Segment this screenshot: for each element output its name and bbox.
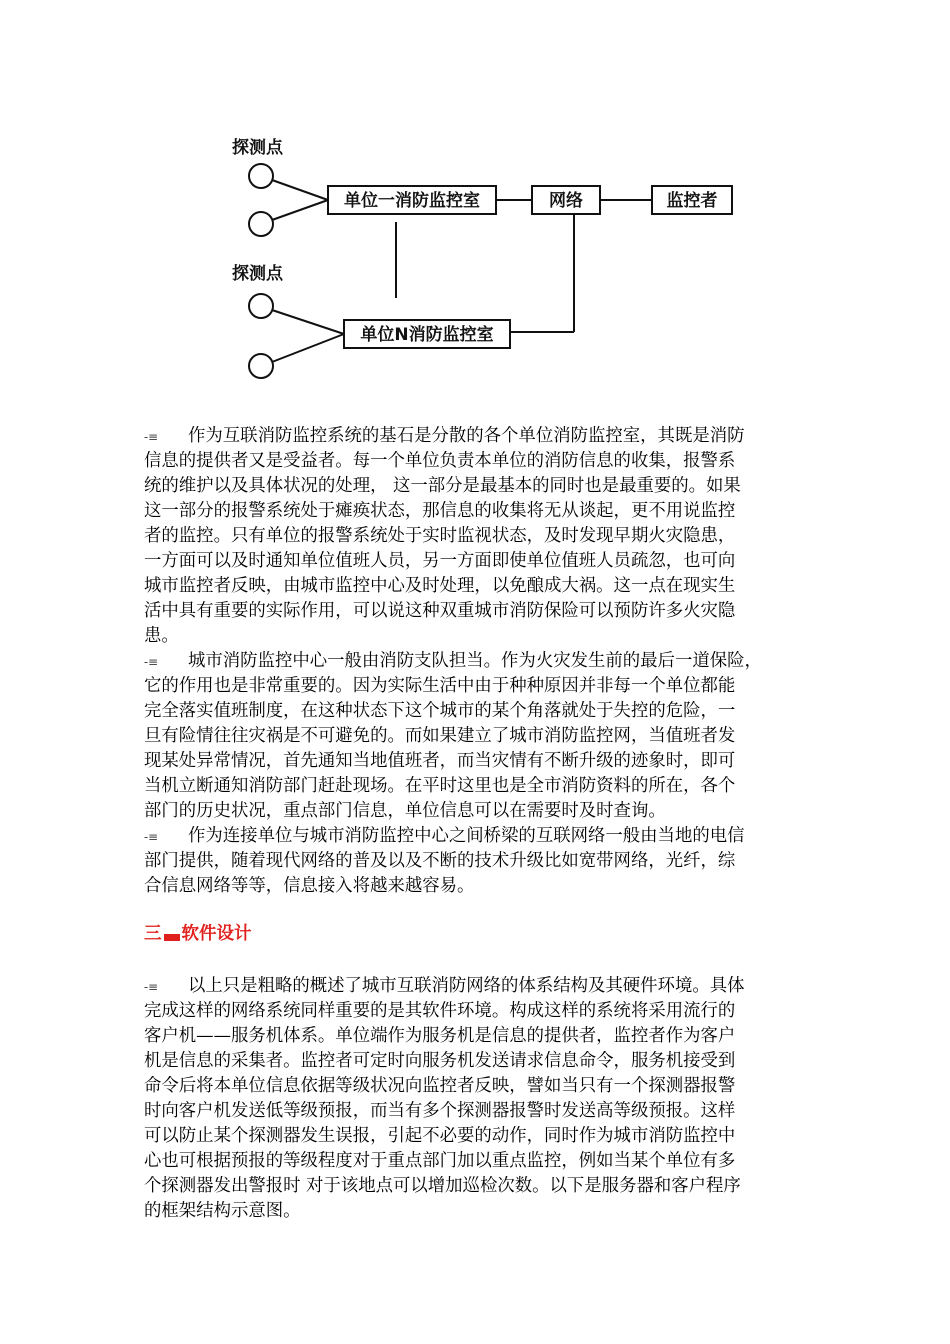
text-line — [144, 1199, 812, 1224]
monitor-label: 监控者 — [666, 191, 718, 211]
paragraph-unit-rooms — [144, 424, 812, 649]
unitN-monitor-room-label: 单位N消防监控室 — [360, 325, 494, 345]
text-line — [144, 974, 812, 999]
text-line — [144, 1099, 812, 1124]
text-line-content: 患。 — [144, 626, 179, 646]
text-line-content: 完成这样的网络系统同样重要的是其软件环境。构成这样的系统将采用流行的 — [144, 1001, 736, 1021]
text-line — [144, 499, 812, 524]
paragraph-software — [144, 974, 812, 1224]
text-line — [144, 749, 812, 774]
heading-bar-icon — [164, 934, 180, 941]
detector-circle — [249, 164, 273, 188]
section-heading — [144, 920, 252, 945]
network-label: 网络 — [549, 191, 583, 211]
text-line-content: 城市消防监控中心一般由消防支队担当。作为火灾发生前的最后一道保险， — [188, 651, 762, 671]
text-line-content: 时向客户机发送低等级预报，而当有多个探测器报警时发送高等级预报。这样 — [144, 1101, 736, 1121]
text-line-content: 当机立断通知消防部门赶赴现场。在平时这里也是全市消防资料的所在，各个 — [144, 776, 736, 796]
text-line — [144, 1049, 812, 1074]
text-line — [144, 649, 812, 674]
network-diagram — [228, 128, 768, 388]
text-line-content: 它的作用也是非常重要的。因为实际生活中由于种种原因并非每一个单位都能 — [144, 676, 736, 696]
text-line — [144, 599, 812, 624]
section-heading-prefix: 三 — [144, 924, 162, 944]
connector-line — [272, 310, 344, 334]
text-line — [144, 724, 812, 749]
detector-label-top: 探测点 — [232, 138, 283, 158]
detector-label-bottom: 探测点 — [232, 264, 283, 284]
text-line — [144, 549, 812, 574]
text-line-content: 活中具有重要的实际作用，可以说这种双重城市消防保险可以预防许多火灾隐 — [144, 601, 736, 621]
text-line-content: 以上只是粗略的概述了城市互联消防网络的体系结构及其硬件环境。具体 — [188, 976, 745, 996]
text-line — [144, 524, 812, 549]
text-line-content: 旦有险情往往灾祸是不可避免的。而如果建立了城市消防监控网，当值班者发 — [144, 726, 736, 746]
text-line-content: 机是信息的采集者。监控者可定时向服务机发送请求信息命令，服务机接受到 — [144, 1051, 736, 1071]
text-line-content: 命令后将本单位信息依据等级状况向监控者反映，譬如当只有一个探测器报警 — [144, 1076, 736, 1096]
text-line — [144, 1024, 812, 1049]
text-line-content: 作为连接单位与城市消防监控中心之间桥梁的互联网络一般由当地的电信 — [188, 826, 745, 846]
text-line-content: 的框架结构示意图。 — [144, 1201, 301, 1221]
text-line-content: 客户机——服务机体系。单位端作为服务机是信息的提供者，监控者作为客户 — [144, 1026, 736, 1046]
text-line-content: 者的监控。只有单位的报警系统处于实时监视状态，及时发现早期火灾隐患， — [144, 526, 736, 546]
text-line — [144, 1149, 812, 1174]
text-line-content: 城市监控者反映，由城市监控中心及时处理，以免酿成大祸。这一点在现实生 — [144, 576, 736, 596]
connector-line — [272, 180, 328, 200]
text-line — [144, 424, 812, 449]
text-line — [144, 874, 812, 899]
bullet-icon: -≡ — [144, 830, 159, 844]
text-line — [144, 1174, 812, 1199]
text-line-content: 现某处异常情况，首先通知当地值班者，而当灾情有不断升级的迹象时，即可 — [144, 751, 736, 771]
bullet-icon: -≡ — [144, 655, 159, 669]
text-line — [144, 999, 812, 1024]
text-line-content: 个探测器发出警报时 对于该地点可以增加巡检次数。以下是服务器和客户程序 — [144, 1176, 741, 1196]
detector-circle — [249, 212, 273, 236]
text-line — [144, 674, 812, 699]
text-line-content: 完全落实值班制度，在这种状态下这个城市的某个角落就处于失控的危险，一 — [144, 701, 736, 721]
text-line — [144, 624, 812, 649]
text-line-content: 作为互联消防监控系统的基石是分散的各个单位消防监控室，其既是消防 — [188, 426, 745, 446]
text-line-content: 信息的提供者又是受益者。每一个单位负责本单位的消防信息的收集，报警系 — [144, 451, 736, 471]
text-line — [144, 849, 812, 874]
connector-line — [272, 334, 344, 362]
text-line-content: 可以防止某个探测器发生误报，引起不必要的动作，同时作为城市消防监控中 — [144, 1126, 736, 1146]
unit1-monitor-room-label: 单位一消防监控室 — [344, 191, 480, 211]
text-line — [144, 824, 812, 849]
diagram-svg — [228, 128, 768, 388]
text-line — [144, 474, 812, 499]
text-line-content: 统的维护以及具体状况的处理， 这一部分是最基本的同时也是最重要的。如果 — [144, 476, 741, 496]
text-line — [144, 449, 812, 474]
text-line — [144, 1074, 812, 1099]
text-line — [144, 574, 812, 599]
text-line-content: 这一部分的报警系统处于瘫痪状态，那信息的收集将无从谈起，更不用说监控 — [144, 501, 736, 521]
text-line-content: 合信息网络等等，信息接入将越来越容易。 — [144, 876, 475, 896]
text-line-content: 部门的历史状况，重点部门信息，单位信息可以在需要时及时查询。 — [144, 801, 666, 821]
detector-circle — [249, 354, 273, 378]
section-heading-title: 软件设计 — [181, 924, 252, 944]
text-line — [144, 699, 812, 724]
bullet-icon: -≡ — [144, 430, 159, 444]
text-line — [144, 774, 812, 799]
paragraph-network — [144, 824, 812, 899]
detector-circle — [249, 294, 273, 318]
paragraph-city-center — [144, 649, 812, 824]
text-line — [144, 1124, 812, 1149]
text-line — [144, 799, 812, 824]
connector-line — [272, 200, 328, 220]
text-line-content: 心也可根据预报的等级程度对于重点部门加以重点监控，例如当某个单位有多 — [144, 1151, 736, 1171]
bullet-icon: -≡ — [144, 980, 159, 994]
text-line-content: 部门提供，随着现代网络的普及以及不断的技术升级比如宽带网络，光纤，综 — [144, 851, 736, 871]
text-line-content: 一方面可以及时通知单位值班人员，另一方面即使单位值班人员疏忽，也可向 — [144, 551, 736, 571]
